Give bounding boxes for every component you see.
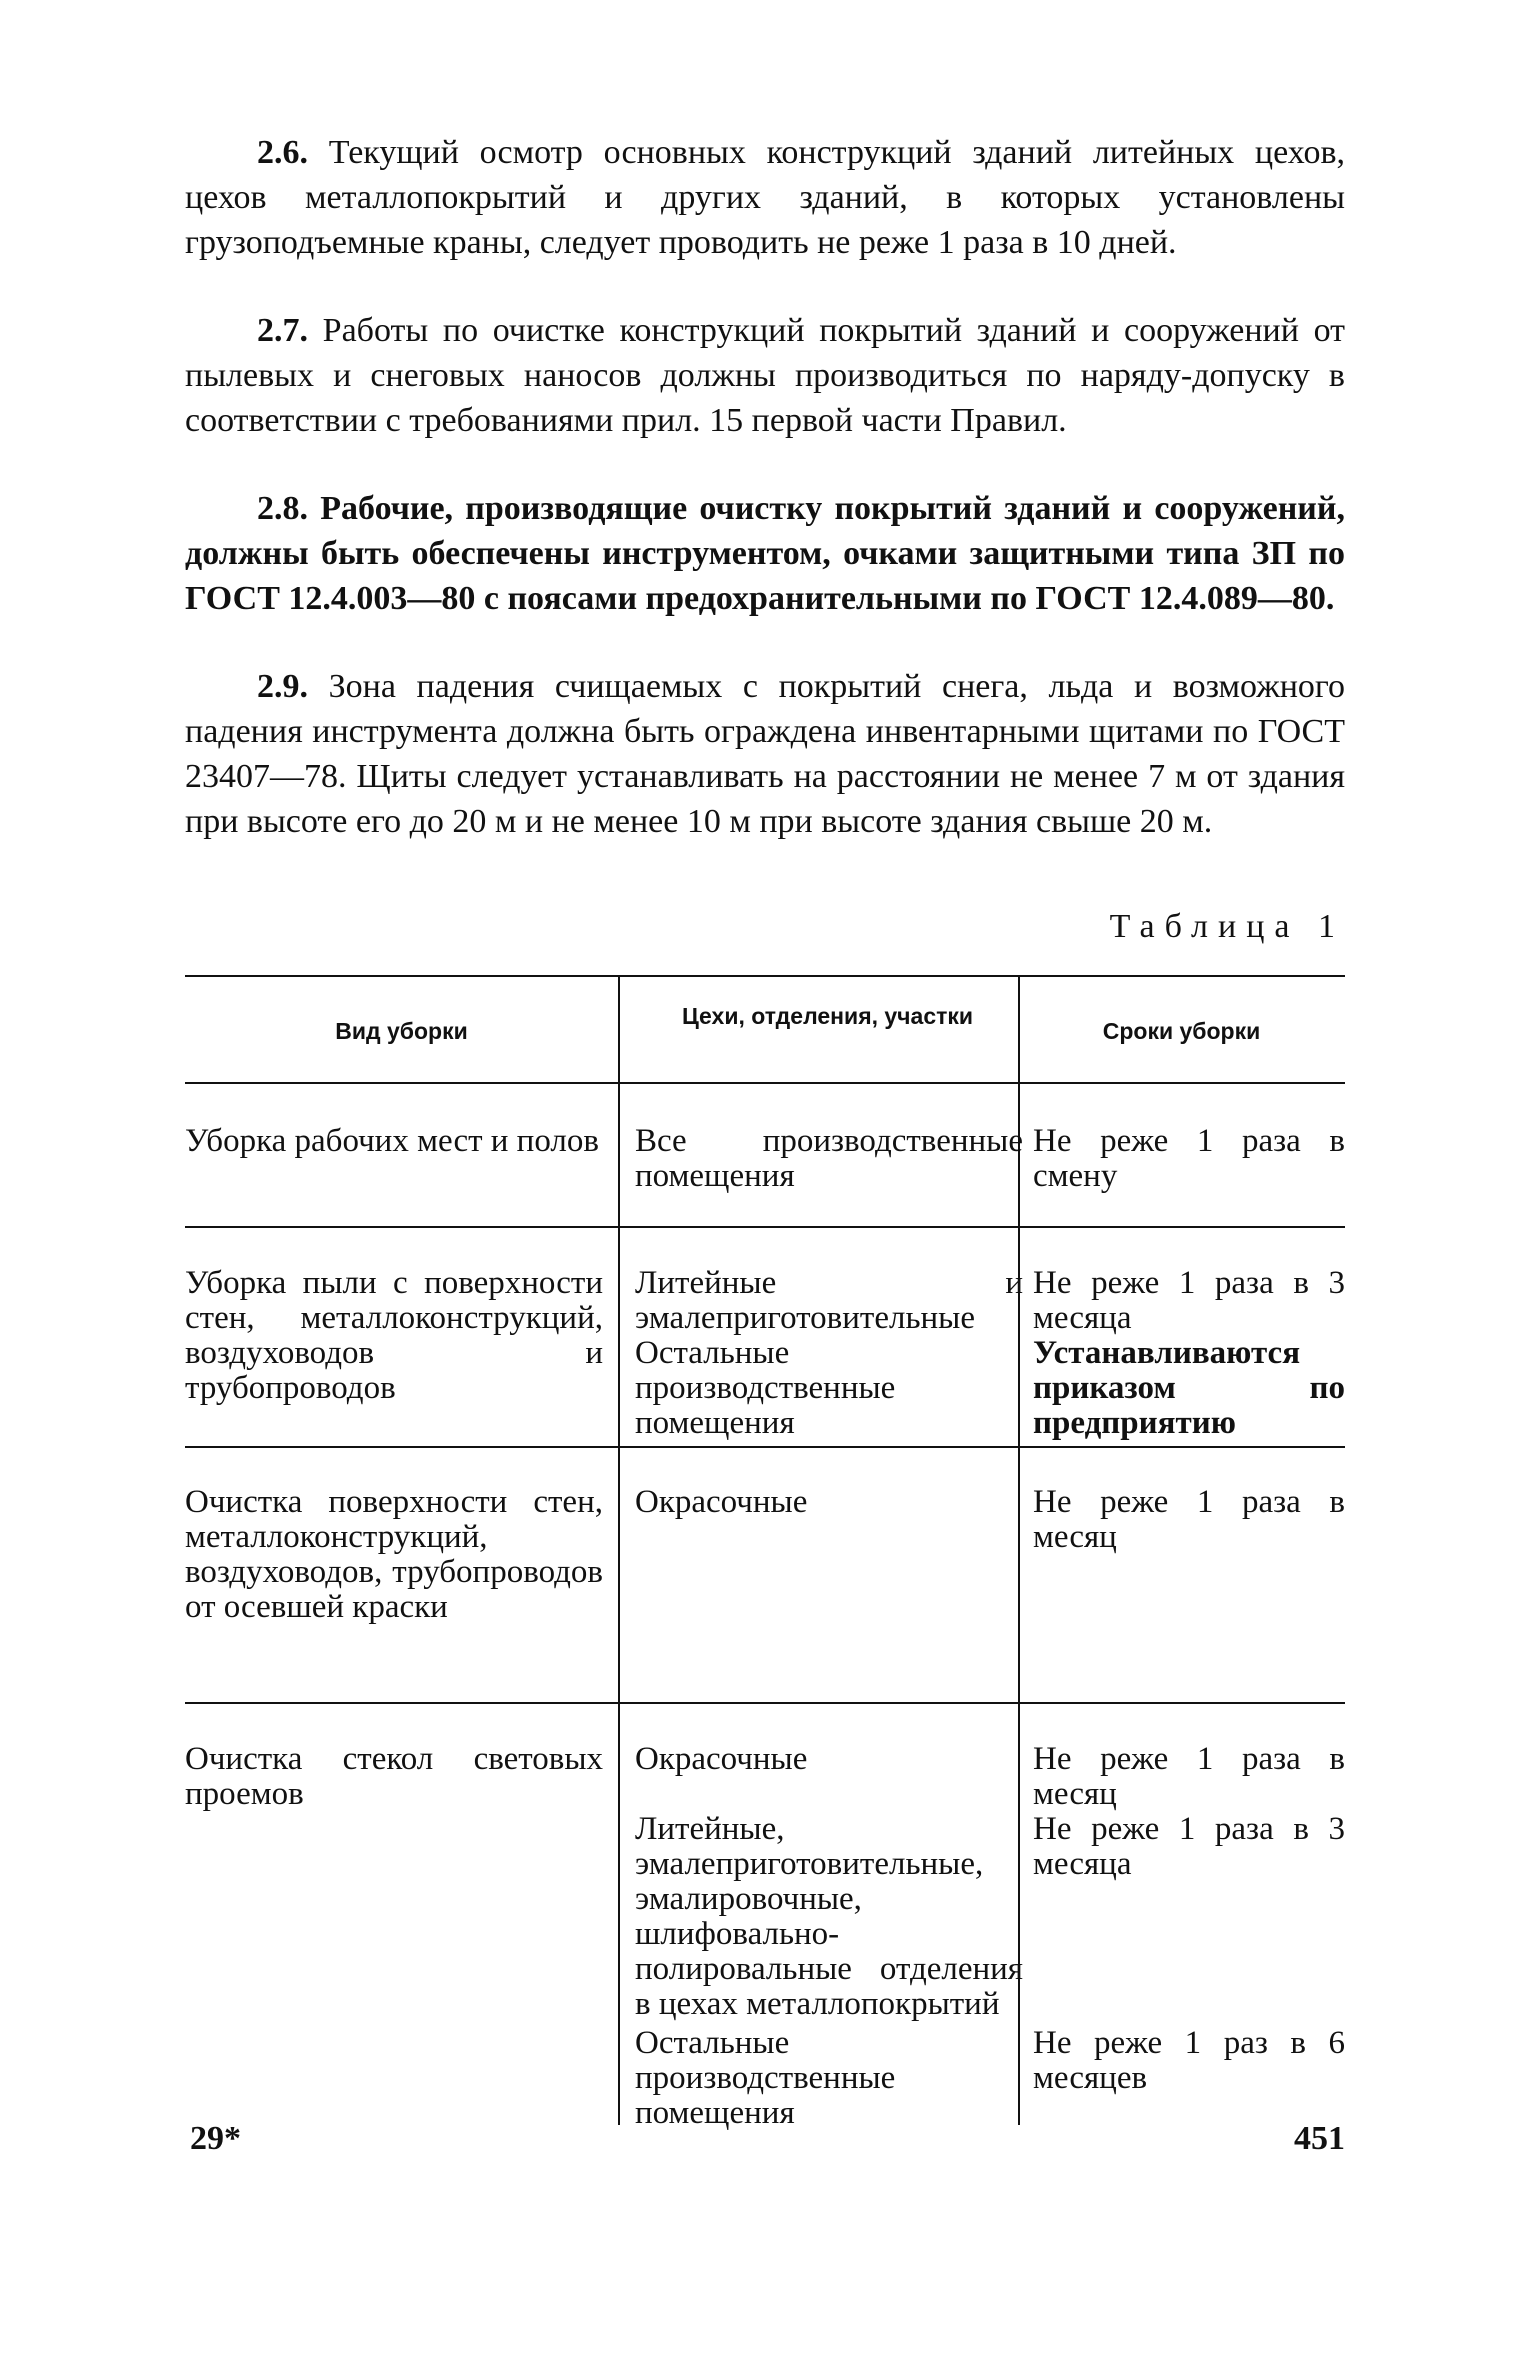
table-cell-term: Не реже 1 раза в месяц: [1033, 1484, 1345, 1555]
signature-mark: 29*: [190, 2120, 241, 2157]
paragraph-text: Работы по очистке конструкций покрытий зданий и сооружений от пылевых и снеговых наносов должны производиться по наряду-допуску в соответствии с требованиями прил. 15 первой части Правил.: [185, 312, 1345, 439]
table-cell-area: Остальные производственные помещения: [635, 1335, 896, 1441]
header-terms: Сроки уборки: [1102, 1018, 1261, 1044]
table-cell-term: Не реже 1 раза в месяц: [1033, 1741, 1345, 1812]
paragraph-number: 2.8.: [257, 490, 308, 527]
paragraph-2-9: [185, 664, 1345, 844]
table-cell-term: Не реже 1 раза в смену: [1033, 1123, 1345, 1194]
paragraph-text: Рабочие, производящие очистку покрытий зданий и сооружений, должны быть обеспечены инструментом, очками защитными типа ЗП по ГОСТ 12.4.003—80 с поясами предохранительными по ГОСТ 12.4.089—80.: [185, 490, 1345, 617]
table-cell-area: Остальные производственные помещения: [635, 2025, 896, 2131]
page-number: 451: [1294, 2120, 1345, 2157]
paragraph-2-6: [185, 130, 1345, 265]
row-rule: [185, 1446, 1345, 1448]
table-cell-term: Устанавливаются приказом по предприятию: [1033, 1335, 1345, 1441]
header-kind: Вид уборки: [335, 1018, 468, 1044]
table-cell-term: Не реже 1 раз в 6 месяцев: [1033, 2025, 1345, 2096]
column-divider: [618, 975, 620, 2125]
table-top-rule: [185, 975, 1345, 977]
table-cell-area: Окрасочные: [635, 1484, 808, 1520]
table-cell-kind: Очистка поверхности стен, металлоконструкций, воздуховодов, трубопроводов от осевшей краски: [185, 1484, 603, 1625]
paragraph-text: Зона падения счищаемых с покрытий снега, льда и возможного падения инструмента должна быть ограждена инвентарными щитами по ГОСТ 23407—78. Щиты следует устанавливать на расстоянии не менее 7 м от здания при высоте его до 20 м и не менее 10 м при высоте здания свыше 20 м.: [185, 668, 1346, 840]
paragraph-2-8: [185, 486, 1345, 621]
header-bottom-rule: [185, 1082, 1345, 1084]
table-cell-area: Окрасочные: [635, 1741, 808, 1777]
table-caption: Таблица 1: [1109, 908, 1345, 945]
table-cell-term: Не реже 1 раза в 3 месяца: [1033, 1265, 1345, 1336]
paragraph-text: Текущий осмотр основных конструкций зданий литейных цехов, цехов металлопокрытий и других зданий, в которых установлены грузоподъемные краны, следует проводить не реже 1 раза в 10 дней.: [185, 134, 1346, 261]
table-cell-area: Все производственные помещения: [635, 1123, 1023, 1194]
paragraph-number: 2.7.: [257, 312, 308, 349]
table-cell-area: Литейные, эмалеприготовительные, эмалировочные, шлифовально-полировальные отделения в цехах металлопокрытий: [635, 1811, 1023, 2022]
row-rule: [185, 1702, 1345, 1704]
table-cell-kind: Очистка стекол световых проемов: [185, 1741, 603, 1812]
table-cell-kind: Уборка пыли с поверхности стен, металлоконструкций, воздуховодов и трубопроводов: [185, 1265, 603, 1406]
header-areas: Цехи, отделения, участки: [681, 1003, 974, 1029]
table-cell-term: Не реже 1 раза в 3 месяца: [1033, 1811, 1345, 1882]
row-rule: [185, 1226, 1345, 1228]
table-cell-area: Литейные и эмалеприготовительные: [635, 1265, 1023, 1336]
paragraph-number: 2.6.: [257, 134, 308, 171]
table-cell-kind: Уборка рабочих мест и полов: [185, 1123, 599, 1159]
paragraph-number: 2.9.: [257, 668, 308, 705]
paragraph-2-7: [185, 308, 1345, 443]
